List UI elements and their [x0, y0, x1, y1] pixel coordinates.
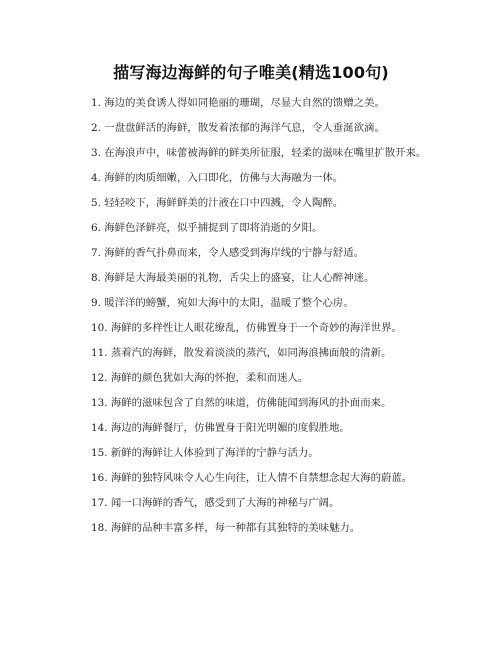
list-item: 1. 海边的美食诱人得如同艳丽的珊瑚，尽显大自然的馈赠之美。 [91, 97, 385, 109]
list-item: 8. 海鲜是大海最美丽的礼物，舌尖上的盛宴，让人心醉神迷。 [91, 272, 375, 284]
list-item: 13. 海鲜的滋味包含了自然的味道，仿佛能闻到海风的扑面而来。 [91, 397, 392, 409]
document-title: 描写海边海鲜的句子唯美(精选100句) [113, 63, 389, 82]
list-item: 2. 一盘盘鲜活的海鲜，散发着浓郁的海洋气息，令人垂涎欲滴。 [91, 122, 385, 134]
sentence-list [91, 96, 471, 546]
list-item: 3. 在海浪声中，味蕾被海鲜的鲜美所征服，轻柔的滋味在嘴里扩散开来。 [91, 147, 427, 159]
list-item: 14. 海边的海鲜餐厅，仿佛置身于阳光明媚的度假胜地。 [91, 422, 350, 434]
list-item: 16. 海鲜的独特风味令人心生向往，让人情不自禁想念起大海的蔚蓝。 [91, 472, 413, 484]
list-item: 18. 海鲜的品种丰富多样，每一种都有其独特的美味魅力。 [91, 522, 361, 534]
list-item: 5. 轻轻咬下，海鲜鲜美的汁液在口中四溅，令人陶醉。 [91, 197, 344, 209]
list-item: 11. 蒸着汽的海鲜，散发着淡淡的蒸汽，如同海浪拂面般的清新。 [91, 347, 392, 359]
list-item: 12. 海鲜的颜色犹如大海的怀抱，柔和而迷人。 [91, 372, 309, 384]
list-item: 4. 海鲜的肉质细嫩，入口即化，仿佛与大海融为一体。 [91, 172, 344, 184]
list-item: 6. 海鲜色泽鲜亮，似乎捕捉到了即将消逝的夕阳。 [91, 222, 323, 234]
list-item: 17. 闻一口海鲜的香气，感受到了大海的神秘与广阔。 [91, 497, 340, 509]
list-item: 7. 海鲜的香气扑鼻而来，令人感受到海岸线的宁静与舒适。 [91, 247, 364, 259]
list-item: 9. 暖洋洋的螃蟹，宛如大海中的太阳，温暖了整个心房。 [91, 297, 354, 309]
list-item: 10. 海鲜的多样性让人眼花缭乱，仿佛置身于一个奇妙的海洋世界。 [91, 322, 402, 334]
list-item: 15. 新鲜的海鲜让人体验到了海洋的宁静与活力。 [91, 447, 319, 459]
